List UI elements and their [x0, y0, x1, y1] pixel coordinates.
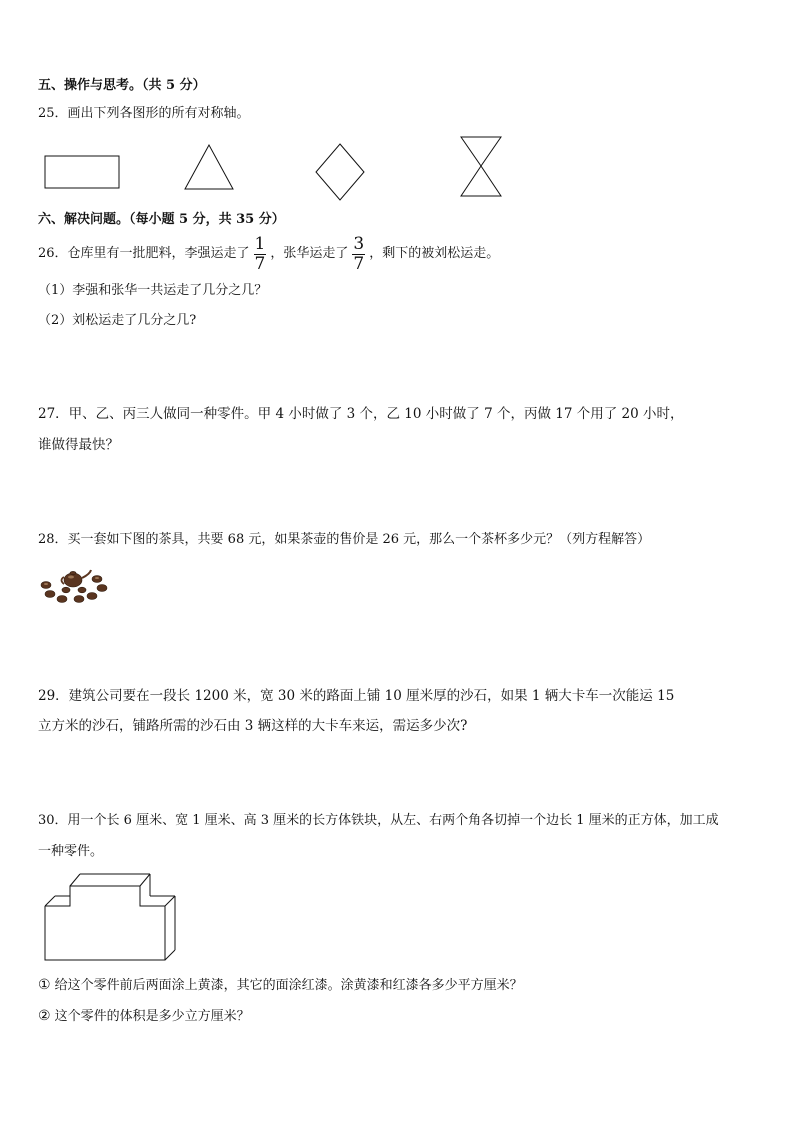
- circled-number-1: ①: [38, 977, 51, 993]
- q26-suffix: ，剩下的被刘松运走。: [369, 246, 500, 262]
- q27-line2: 谁做得最快？: [38, 437, 119, 453]
- q26-sub2: （2）刘松运走了几分之几?: [38, 313, 197, 328]
- circled-number-2: ②: [38, 1008, 51, 1024]
- fraction-numerator: 3: [353, 233, 365, 254]
- section6-heading: 六、解决问题。（每小题 5 分，共 35 分）: [38, 212, 285, 227]
- q26-mid: ，张华运走了: [270, 246, 349, 262]
- q27-line1: 27．甲、乙、丙三人做同一种零件。甲 4 小时做了 3 个，乙 10 小时做了 7 个，丙做 17 个用了 20 小时，: [38, 406, 684, 422]
- q29-line2: 立方米的沙石，铺路所需的沙石由 3 辆这样的大卡车来运，需运多少次?: [38, 718, 468, 734]
- question-25: 25．画出下列各图形的所有对称轴。: [38, 106, 250, 121]
- q30-line2: 一种零件。: [38, 844, 104, 859]
- section5-heading: 五、操作与思考。（共 5 分）: [38, 78, 206, 93]
- fraction-numerator: 1: [254, 233, 266, 254]
- fraction-denominator: 7: [353, 253, 365, 274]
- q26-sub1: （1）李强和张华一共运走了几分之几？: [38, 283, 268, 298]
- q30-line1: 30．用一个长 6 厘米、宽 1 厘米、高 3 厘米的长方体铁块，从左、右两个角各切掉一个边长 1 厘米的正方体，加工成: [38, 813, 719, 828]
- q28-line1: 28．买一套如下图的茶具，共要 68 元，如果茶壶的售价是 26 元，那么一个茶杯多少元？（列方程解答）: [38, 532, 651, 547]
- q30-sub1: [38, 977, 523, 994]
- q30-sub1-text: 给这个零件前后两面涂上黄漆，其它的面涂红漆。涂黄漆和红漆各多少平方厘米？: [54, 978, 523, 993]
- fraction-denominator: 7: [254, 253, 266, 274]
- q29-line1: 29．建筑公司要在一段长 1200 米，宽 30 米的路面上铺 10 厘米厚的沙石，如果 1 辆大卡车一次能运 15: [38, 688, 675, 704]
- q26-prefix: 26．仓库里有一批肥料，李强运走了: [38, 246, 250, 262]
- q30-sub2: [38, 1008, 250, 1025]
- q30-sub2-text: 这个零件的体积是多少立方厘米？: [54, 1009, 250, 1024]
